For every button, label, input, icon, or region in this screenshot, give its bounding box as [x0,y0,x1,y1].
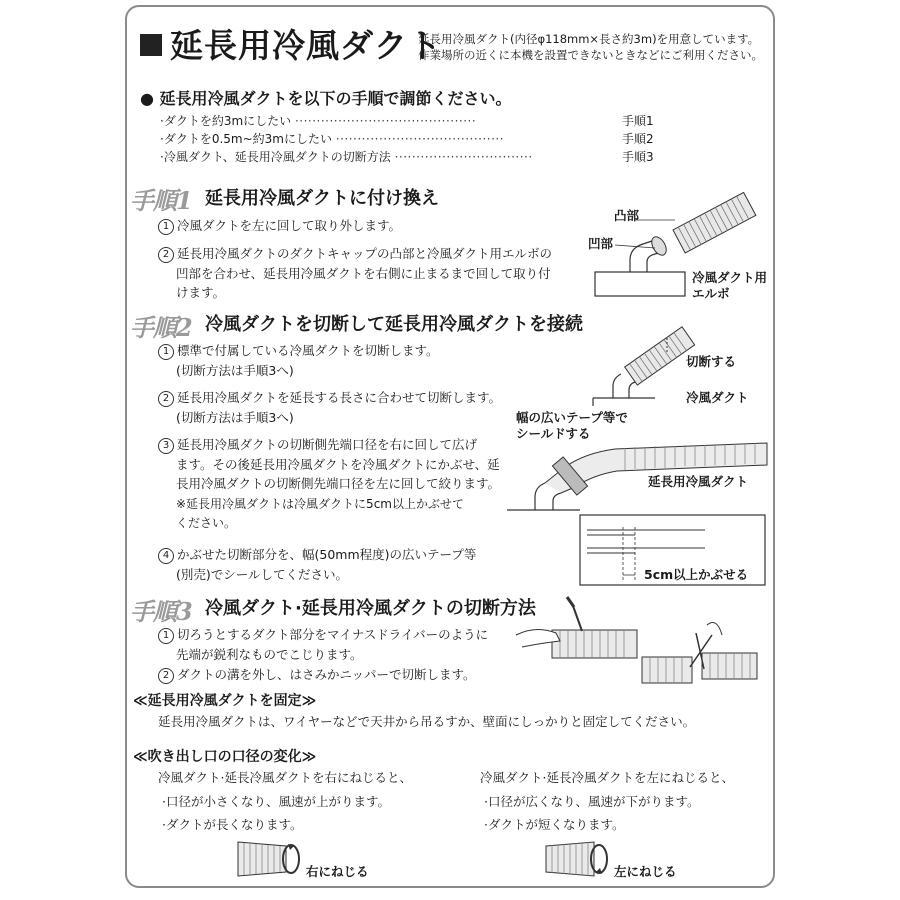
twist-right-icon [236,838,304,880]
step2-item-1: 1 標準で付属している冷風ダクトを切断します。 (切断方法は手順3へ) [158,341,439,380]
header-description: 延長用冷風ダクト(内径φ118mm×長さ約3m)を用意しています。 作業場所の近くに本機を設置できないときなどにご利用ください。 [418,32,763,62]
step3-illustration [512,595,762,690]
twist-right-label: 右にねじる [306,864,369,879]
toc-step: 手順2 [622,132,654,146]
toc-item: ·ダクトを0.5m~約3mにしたい ······································· [160,132,505,146]
label-tape: 幅の広いテープ等で シールドする [516,410,628,441]
step3-badge: 手順3 [130,597,192,626]
step3-item-2: 2 ダクトの溝を外し、はさみかニッパーで切断します。 [158,665,476,685]
step2-item-2: 2 延長用冷風ダクトを延長する長さに合わせて切断します。 (切断方法は手順3へ) [158,388,501,427]
toc-step: 手順1 [622,114,654,128]
twist-left-label: 左にねじる [614,864,677,879]
label-concave: 凹部 [588,236,614,251]
step2-badge: 手順2 [130,313,192,342]
outlet-heading: ≪吹き出し口の口径の変化≫ [133,749,317,765]
toc-step: 手順3 [622,150,654,164]
step2-cut-illustration [585,318,695,408]
step1-item-2: 2 延長用冷風ダクトのダクトキャップの凸部と冷風ダクト用エルボの 凹部を合わせ、延長用冷風ダクトを右側に止まるまで回して取り付 けます。 [158,244,552,302]
toc-item: ·冷風ダクト、延長用冷風ダクトの切断方法 ································ [160,150,533,164]
twist-left-icon [544,838,612,880]
square-icon [140,34,162,56]
step2-item-3: 3 延長用冷風ダクトの切断側先端口径を右に回して広げ ます。その後延長用冷風ダクトを冷風ダクトにかぶせ、延 長用冷風ダクトの切断側先端口径を左に回して絞ります。 [158,435,500,493]
label-cut: 切断する [686,354,737,369]
step2-item-4: 4 かぶせた切断部分を、幅(50mm程度)の広いテープ等 (別売)でシールしてください。 [158,545,476,584]
outlet-right-bullet: ·口径が小さくなり、風速が上がります。 [162,794,390,809]
page-title: 延長用冷風ダクト [140,20,442,67]
fix-text: 延長用冷風ダクトは、ワイヤーなどで天井から吊るすか、壁面にしっかりと固定してください。 [158,714,696,729]
step3-title: 冷風ダクト·延長用冷風ダクトの切断方法 [205,598,536,619]
fix-heading: ≪延長用冷風ダクトを固定≫ [133,693,317,709]
step2-title: 冷風ダクトを切断して延長用冷風ダクトを接続 [205,314,583,335]
step1-item-1: 1 冷風ダクトを左に回して取り外します。 [158,216,401,236]
outlet-right-bullet: ·ダクトが長くなります。 [162,817,303,832]
label-overlap: 5cm以上かぶせる [644,567,749,582]
step2-note: ※延長用冷風ダクトは冷風ダクトに5cm以上かぶせて ください。 [176,497,464,530]
step1-badge: 手順1 [130,186,192,215]
toc-item: ·ダクトを約3mにしたい ·········································· [160,114,477,128]
outlet-left-bullet: ·口径が広くなり、風速が下がります。 [484,794,700,809]
label-ext-duct: 延長用冷風ダクト [648,474,749,489]
outlet-left-intro: 冷風ダクト·延長冷風ダクトを左にねじると、 [480,770,734,785]
step1-title: 延長用冷風ダクトに付け換え [205,188,439,209]
outlet-right-intro: 冷風ダクト·延長冷風ダクトを右にねじると、 [158,770,412,785]
intro-heading: ● 延長用冷風ダクトを以下の手順で調節ください。 [140,89,512,108]
step3-item-1: 1 切ろうとするダクト部分をマイナスドライバーのように 先端が鋭利なものでこじります。 [158,625,488,664]
outlet-left-bullet: ·ダクトが短くなります。 [484,817,625,832]
label-convex: 凸部 [614,208,640,223]
label-elbow: 冷風ダクト用 エルボ [692,270,768,301]
label-cold-duct: 冷風ダクト [686,390,749,405]
